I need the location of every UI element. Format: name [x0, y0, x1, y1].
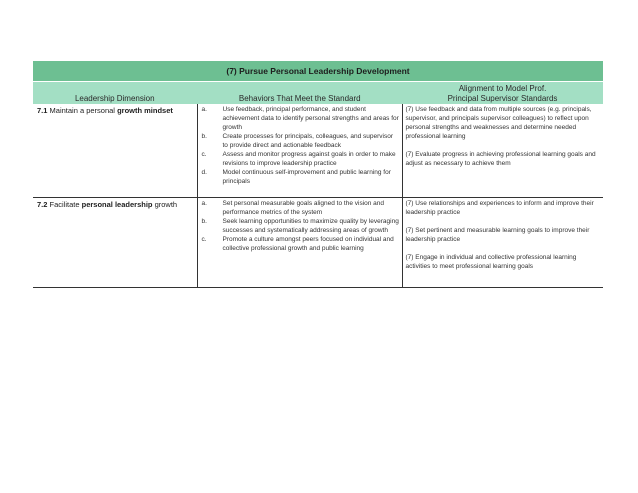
list-letter: b.: [201, 218, 207, 225]
behavior-text: Create processes for principals, colleagues, and supervisor to provide direct and actionable feedback: [222, 133, 394, 149]
alignment-text: (7) Engage in individual and collective professional learning activities to meet professional learning goals: [405, 254, 577, 270]
list-letter: b.: [201, 133, 207, 140]
dimension-number: 7.1: [37, 106, 48, 115]
header-behaviors: Behaviors That Meet the Standard: [197, 82, 402, 105]
table-header-row: [33, 82, 603, 105]
alignment-text: (7) Use relationships and experiences to inform and improve their leadership practice: [405, 200, 594, 216]
table-row: [33, 104, 603, 198]
table-title-row: [33, 61, 603, 82]
list-letter: d.: [201, 169, 207, 176]
header-alignment-line1: Alignment to Model Prof.: [458, 84, 547, 93]
header-alignment: [402, 82, 603, 105]
alignment-text: (7) Set pertinent and measurable learning goals to improve their leadership practice: [405, 227, 590, 243]
list-letter: a.: [201, 106, 207, 113]
dimension-cell: [33, 198, 197, 288]
list-letter: c.: [201, 236, 207, 243]
behaviors-cell: [197, 104, 402, 198]
table-row: [33, 198, 603, 288]
header-alignment-line2: Principal Supervisor Standards: [447, 94, 558, 103]
header-leadership-dimension: Leadership Dimension: [33, 82, 197, 105]
behavior-text: Seek learning opportunities to maximize quality by leveraging successes and systematically addressing areas of growth: [222, 218, 399, 234]
dimension-bold-text: growth mindset: [117, 106, 173, 115]
alignment-cell: [402, 198, 603, 288]
list-letter: c.: [201, 151, 207, 158]
dimension-number: 7.2: [37, 200, 48, 209]
dimension-text: Facilitate: [47, 200, 82, 209]
dimension-cell: [33, 104, 197, 198]
list-item: [202, 105, 400, 132]
list-item: [202, 132, 400, 150]
alignment-text: (7) Use feedback and data from multiple sources (e.g. principals, supervisor, and principals supervisor colleagues) to reflect upon personal strengths and weaknesses and determine needed professional learning: [405, 106, 592, 140]
list-item: [202, 168, 400, 186]
list-item: [202, 150, 400, 168]
behavior-text: Use feedback, principal performance, and student achievement data to identify personal strengths and areas for growth: [222, 106, 399, 131]
list-item: [202, 235, 400, 253]
behavior-text: Model continuous self-improvement and public learning for principals: [222, 169, 391, 185]
alignment-cell: [402, 104, 603, 198]
dimension-text: Maintain a personal: [47, 106, 118, 115]
leadership-standards-table: [33, 61, 603, 288]
table-title: (7) Pursue Personal Leadership Development: [33, 61, 603, 82]
list-letter: a.: [201, 200, 207, 207]
list-item: [202, 217, 400, 235]
behavior-text: Promote a culture amongst peers focused on individual and collective professional growth and public learning: [222, 236, 394, 252]
alignment-text: (7) Evaluate progress in achieving professional learning goals and adjust as necessary to achieve them: [405, 151, 596, 167]
behavior-text: Set personal measurable goals aligned to the vision and performance metrics of the system: [222, 200, 385, 216]
behaviors-cell: [197, 198, 402, 288]
behavior-text: Assess and monitor progress against goals in order to make revisions to improve leadership practice: [222, 151, 396, 167]
list-item: [202, 199, 400, 217]
dimension-text-post: growth: [152, 200, 178, 209]
dimension-bold-text: personal leadership: [81, 200, 153, 209]
